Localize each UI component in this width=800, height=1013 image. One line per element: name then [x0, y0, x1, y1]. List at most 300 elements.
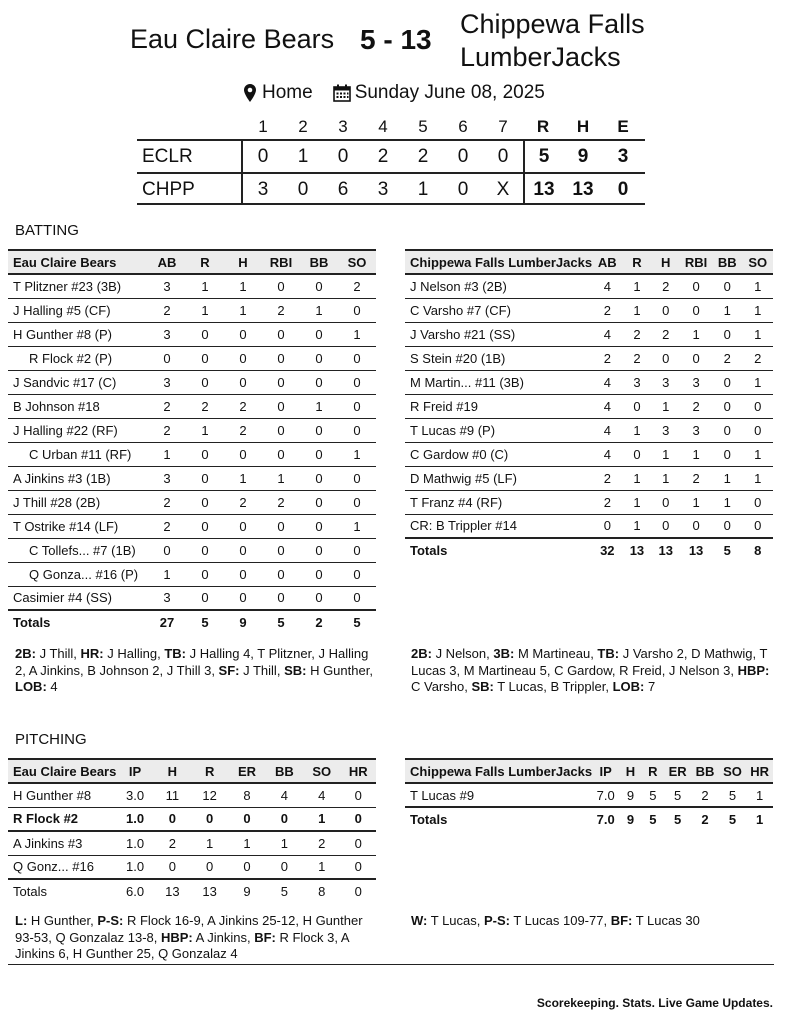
stat-cell: 2 — [754, 350, 762, 366]
totals-label: Totals — [410, 812, 448, 827]
stat-cell: 3 — [662, 374, 670, 390]
stat-cell: 1 — [239, 470, 247, 486]
totals-row — [8, 610, 376, 634]
map-pin-icon — [244, 84, 256, 102]
totals-cell: 5 — [280, 884, 288, 899]
stat-cell: 2 — [662, 326, 670, 342]
batting-table-home — [405, 249, 773, 562]
totals-cell: 9 — [243, 884, 251, 899]
runs-total: 5 — [523, 141, 563, 172]
note-value: 4 — [46, 679, 58, 694]
stat-cell: 2 — [662, 278, 670, 294]
totals-cell: 13 — [202, 884, 217, 899]
stat-cell: 2 — [723, 350, 731, 366]
stat-cell: 0 — [692, 278, 700, 294]
stat-cell: 0 — [692, 518, 700, 534]
stat-cell: 2 — [633, 326, 641, 342]
col-header: R — [200, 254, 210, 270]
player-name: T Franz #4 (RF) — [410, 494, 503, 510]
stat-cell: 0 — [201, 542, 209, 558]
stat-cell: 4 — [603, 374, 611, 390]
note-key: L: — [15, 913, 28, 928]
stat-cell: 0 — [754, 422, 762, 438]
stat-cell: 0 — [354, 835, 362, 851]
stat-cell: 8 — [243, 787, 251, 803]
stat-cell: 1 — [201, 302, 209, 318]
stat-cell: 0 — [353, 494, 361, 510]
batting-row — [8, 586, 376, 610]
stat-cell: 4 — [603, 422, 611, 438]
pitching-row — [8, 783, 376, 807]
stat-cell: 0 — [239, 566, 247, 582]
stat-cell: 1 — [239, 302, 247, 318]
inning-score: 0 — [457, 179, 469, 200]
batting-row — [8, 346, 376, 370]
stat-cell: 1.0 — [126, 835, 145, 851]
stat-cell: 1 — [201, 278, 209, 294]
date-label: Sunday June 08, 2025 — [354, 82, 545, 103]
stat-cell: 0 — [354, 787, 362, 803]
stat-cell: 0 — [315, 518, 323, 534]
player-name: A Jinkins #3 (1B) — [13, 470, 111, 486]
stat-cell: 1 — [754, 326, 762, 342]
stat-cell: 0 — [662, 302, 670, 318]
note-key: P-S: — [483, 913, 510, 928]
stat-cell: 3 — [163, 278, 171, 294]
batting-row — [405, 514, 773, 538]
totals-row — [405, 807, 773, 831]
hits-header: H — [576, 117, 590, 136]
linescore-team: ECLR — [137, 141, 243, 172]
totals-cell: 6.0 — [126, 884, 145, 899]
date — [333, 82, 545, 104]
stat-cell: 2 — [239, 398, 247, 414]
stat-cell: 0 — [354, 811, 362, 827]
stat-cell: 2 — [163, 494, 171, 510]
stat-cell: 1 — [723, 302, 731, 318]
inning-header: 2 — [298, 117, 308, 136]
note-key: SB: — [471, 679, 494, 694]
stat-cell: 0 — [168, 859, 176, 875]
note-value: J Thill, — [35, 646, 81, 661]
note-key: LOB: — [15, 679, 47, 694]
stat-cell: 1 — [239, 278, 247, 294]
inning-score: 1 — [417, 179, 429, 200]
totals-cell: 13 — [688, 543, 704, 558]
note-value: J Varsho 2, D Mathwig, T Lucas 3, M Martineau 5, C Gardow, R Freid, J Nelson 3, — [411, 646, 768, 678]
col-header: IP — [128, 763, 142, 779]
stat-cell: 0 — [315, 278, 323, 294]
col-header: R — [204, 763, 215, 779]
batting-row — [405, 274, 773, 298]
stat-cell: 0 — [633, 446, 641, 462]
linescore — [137, 114, 645, 205]
totals-cell: 2 — [701, 812, 709, 827]
inning-header: 7 — [498, 117, 508, 136]
stat-cell: 0 — [353, 590, 361, 606]
note-value: R Flock 16-9, A Jinkins 25-12, H Gunther 93-53, Q Gonzalaz 13-8, — [15, 913, 363, 945]
stat-cell: 1 — [633, 470, 641, 486]
player-name: H Gunther #8 (P) — [13, 326, 112, 342]
batting-row — [8, 562, 376, 586]
stat-cell: 11 — [165, 787, 180, 803]
stat-cell: 0 — [692, 302, 700, 318]
pitching-notes-home — [411, 913, 773, 930]
stat-cell: 2 — [603, 470, 611, 486]
stat-cell: 5 — [674, 787, 682, 803]
stat-cell: 4 — [603, 326, 611, 342]
col-header: BB — [717, 254, 737, 270]
stat-cell: 1 — [201, 422, 209, 438]
stat-cell: 0 — [239, 446, 247, 462]
inning-header: 6 — [458, 117, 468, 136]
stat-cell: 1 — [692, 446, 700, 462]
stat-cell: 1 — [315, 398, 323, 414]
batting-row — [405, 490, 773, 514]
note-key: 2B: — [15, 646, 36, 661]
home-team-name-line2: LumberJacks — [460, 42, 621, 72]
hits-total: 13 — [572, 179, 594, 200]
note-key: BF: — [610, 913, 633, 928]
stat-cell: 0 — [277, 590, 285, 606]
batting-row — [405, 466, 773, 490]
batting-row — [8, 466, 376, 490]
stat-cell: 0 — [239, 590, 247, 606]
inning-score: 0 — [257, 146, 269, 167]
pitching-section-title: PITCHING — [15, 731, 87, 748]
col-header: SO — [723, 763, 742, 779]
stat-cell: 1 — [754, 374, 762, 390]
stat-cell: 2 — [633, 350, 641, 366]
inning-score: 2 — [377, 146, 389, 167]
inning-score: 3 — [257, 179, 269, 200]
stat-cell: 1 — [754, 278, 762, 294]
stat-cell: 3 — [163, 470, 171, 486]
home-team-name-line1: Chippewa Falls — [460, 9, 645, 39]
totals-cell: 13 — [165, 884, 180, 899]
stat-cell: 3.0 — [126, 787, 145, 803]
stat-cell: 0 — [277, 398, 285, 414]
stat-cell: 1 — [633, 422, 641, 438]
player-name: Q Gonza... #16 (P) — [29, 566, 139, 582]
totals-cell: 5 — [723, 543, 731, 558]
stat-cell: 0 — [754, 398, 762, 414]
totals-cell: 9 — [239, 615, 247, 630]
note-key: HR: — [80, 646, 104, 661]
stat-cell: 0 — [315, 350, 323, 366]
player-name: J Nelson #3 (2B) — [410, 278, 507, 294]
totals-cell: 5 — [728, 812, 737, 827]
player-name: J Sandvic #17 (C) — [13, 374, 117, 390]
pitching-row — [8, 831, 376, 855]
inning-score: 0 — [297, 179, 309, 200]
stat-cell: 1 — [754, 470, 762, 486]
errors-header: E — [617, 117, 629, 136]
stat-cell: 0 — [315, 566, 323, 582]
stat-cell: 0 — [633, 398, 641, 414]
player-name: CR: B Trippler #14 — [410, 518, 517, 534]
stat-cell: 0 — [277, 566, 285, 582]
away-team-name: Eau Claire Bears — [130, 24, 335, 54]
stat-cell: 0 — [353, 374, 361, 390]
stat-cell: 5 — [728, 787, 737, 803]
stat-cell: 3 — [692, 422, 700, 438]
col-header: SO — [347, 254, 367, 270]
note-value: J Nelson, — [431, 646, 494, 661]
stat-cell: 3 — [633, 374, 641, 390]
stat-cell: 2 — [603, 494, 611, 510]
stat-cell: 1 — [315, 302, 323, 318]
stat-cell: 0 — [201, 326, 209, 342]
team-header: Chippewa Falls LumberJacks — [410, 763, 593, 779]
stat-cell: 2 — [353, 278, 361, 294]
stat-cell: 1 — [662, 398, 670, 414]
stat-cell: 0 — [723, 374, 731, 390]
inning-score: X — [496, 179, 510, 200]
stat-cell: 1 — [163, 446, 171, 462]
note-key: P-S: — [97, 913, 124, 928]
col-header: IP — [599, 763, 612, 779]
stat-cell: 0 — [277, 350, 285, 366]
player-name: T Ostrike #14 (LF) — [13, 518, 119, 534]
stat-cell: 1 — [280, 835, 288, 851]
home-team-name — [460, 8, 645, 74]
stat-cell: 1 — [353, 518, 361, 534]
stat-cell: 0 — [723, 422, 731, 438]
stat-cell: 0 — [243, 859, 251, 875]
pitching-table-home — [405, 758, 773, 831]
col-header: RBI — [684, 254, 708, 270]
stat-cell: 0 — [201, 374, 209, 390]
note-key: HBP: — [737, 662, 770, 678]
stat-cell: 0 — [280, 811, 288, 827]
totals-row — [405, 538, 773, 562]
inning-header: 5 — [418, 117, 428, 136]
note-key: LOB: — [612, 679, 645, 694]
batting-row — [8, 274, 376, 298]
stat-cell: 4 — [603, 446, 611, 462]
stat-cell: 2 — [692, 470, 700, 486]
stat-cell: 0 — [201, 446, 209, 462]
player-name: T Lucas #9 — [410, 787, 475, 803]
stat-cell: 0 — [277, 374, 285, 390]
stat-cell: 2 — [603, 302, 611, 318]
stat-cell: 0 — [662, 518, 670, 534]
stat-cell: 0 — [315, 422, 323, 438]
player-name: A Jinkins #3 — [13, 835, 83, 851]
stat-cell: 2 — [603, 350, 611, 366]
player-name: Casimier #4 (SS) — [13, 590, 112, 606]
pitching-notes-away — [15, 913, 375, 963]
stat-cell: 3 — [163, 374, 171, 390]
final-score: 5 - 13 — [360, 24, 432, 55]
stat-cell: 1 — [353, 326, 361, 342]
batting-row — [405, 322, 773, 346]
stat-cell: 1 — [633, 494, 641, 510]
note-value: J Thill, — [239, 662, 285, 678]
stat-cell: 12 — [202, 787, 217, 803]
inning-score: 3 — [377, 179, 389, 200]
note-value: A Jinkins, — [192, 929, 255, 945]
stat-cell: 2 — [201, 398, 209, 414]
stat-cell: 0 — [239, 350, 247, 366]
inning-header: 1 — [258, 117, 268, 136]
stat-cell: 3 — [692, 374, 700, 390]
batting-row — [405, 298, 773, 322]
note-value: H Gunther, — [27, 913, 98, 928]
stat-cell: 0 — [315, 542, 323, 558]
player-name: C Gardow #0 (C) — [410, 446, 509, 462]
batting-row — [8, 322, 376, 346]
batting-row — [8, 418, 376, 442]
stat-cell: 0 — [201, 470, 209, 486]
runs-total: 13 — [523, 174, 563, 203]
stat-cell: 0 — [603, 518, 611, 534]
player-name: J Halling #5 (CF) — [13, 302, 111, 318]
stat-cell: 1 — [353, 446, 361, 462]
totals-cell: 7.0 — [596, 812, 615, 827]
stat-cell: 9 — [626, 787, 635, 803]
stat-cell: 0 — [206, 811, 214, 827]
stat-cell: 1 — [633, 518, 641, 534]
stat-cell: 0 — [201, 494, 209, 510]
stat-cell: 0 — [353, 422, 361, 438]
col-header: H — [167, 763, 178, 779]
team-header: Eau Claire Bears — [13, 254, 117, 270]
note-value: H Gunther, — [306, 662, 373, 678]
totals-label: Totals — [13, 615, 51, 630]
stat-cell: 0 — [163, 542, 171, 558]
stat-cell: 1 — [754, 302, 762, 318]
stat-cell: 2 — [701, 787, 709, 803]
stat-cell: 2 — [239, 494, 247, 510]
pitching-header-row — [8, 759, 376, 783]
stat-cell: 0 — [277, 326, 285, 342]
note-key: TB: — [164, 646, 186, 661]
stat-cell: 0 — [277, 542, 285, 558]
note-key: W: — [411, 913, 428, 928]
stat-cell: 0 — [723, 278, 731, 294]
inning-header: 4 — [378, 117, 388, 136]
note-key: BF: — [254, 929, 276, 945]
note-key: 3B: — [493, 646, 515, 661]
inning-score: 1 — [297, 146, 309, 167]
player-name: R Freid #19 — [410, 398, 478, 414]
totals-cell: 9 — [626, 812, 635, 827]
col-header: SO — [748, 254, 768, 270]
player-name: C Urban #11 (RF) — [29, 446, 132, 462]
stat-cell: 0 — [353, 566, 361, 582]
col-header: BB — [275, 763, 294, 779]
game-meta — [244, 82, 545, 104]
player-name: T Plitzner #23 (3B) — [13, 278, 122, 294]
team-header: Eau Claire Bears — [13, 763, 117, 779]
batting-row — [405, 418, 773, 442]
stat-cell: 0 — [168, 811, 176, 827]
totals-label: Totals — [13, 884, 47, 899]
stat-cell: 0 — [243, 811, 251, 827]
stat-cell: 1 — [163, 566, 171, 582]
linescore-row-away — [137, 139, 645, 172]
note-key: HBP: — [160, 929, 193, 945]
batting-header-row — [8, 250, 376, 274]
batting-row — [8, 394, 376, 418]
stat-cell: 2 — [692, 398, 700, 414]
col-header: SO — [312, 763, 332, 779]
totals-cell: 8 — [754, 543, 762, 558]
player-name: J Halling #22 (RF) — [13, 422, 118, 438]
totals-cell: 5 — [201, 615, 209, 630]
stat-cell: 2 — [163, 518, 171, 534]
col-header: AB — [157, 254, 177, 270]
totals-cell: 32 — [600, 543, 615, 558]
stat-cell: 0 — [277, 422, 285, 438]
stat-cell: 0 — [239, 326, 247, 342]
stat-cell: 2 — [163, 422, 171, 438]
stat-cell: 0 — [280, 859, 288, 875]
batting-row — [405, 442, 773, 466]
team-header: Chippewa Falls LumberJacks — [410, 254, 593, 270]
stat-cell: 0 — [315, 470, 323, 486]
stat-cell: 3 — [662, 422, 670, 438]
stat-cell: 0 — [163, 350, 171, 366]
totals-cell: 5 — [649, 812, 657, 827]
note-value: T Lucas 30 — [632, 913, 700, 928]
batting-row — [8, 490, 376, 514]
stat-cell: 3 — [163, 590, 171, 606]
inning-score: 2 — [417, 146, 429, 167]
note-key: TB: — [597, 646, 620, 661]
col-header: AB — [597, 254, 617, 270]
totals-cell: 27 — [159, 615, 175, 630]
stat-cell: 0 — [353, 470, 361, 486]
note-value: T Lucas 109-77, — [509, 913, 611, 928]
stat-cell: 0 — [353, 302, 361, 318]
stat-cell: 0 — [315, 374, 323, 390]
note-key: 2B: — [411, 646, 432, 661]
footer-divider — [8, 964, 774, 965]
stat-cell: 4 — [280, 787, 288, 803]
linescore-team: CHPP — [137, 174, 243, 203]
batting-table-away — [8, 249, 376, 634]
stat-cell: 3 — [163, 326, 171, 342]
batting-header-row — [405, 250, 773, 274]
player-name: J Varsho #21 (SS) — [410, 326, 516, 342]
stat-cell: 0 — [277, 446, 285, 462]
player-name: H Gunther #8 — [13, 787, 92, 803]
note-value: T Lucas, B Trippler, — [493, 679, 613, 694]
stat-cell: 1 — [723, 470, 731, 486]
stat-cell: 1 — [633, 302, 641, 318]
col-header: BB — [309, 254, 329, 270]
hits-total: 9 — [577, 146, 589, 167]
note-value: 7 — [644, 679, 656, 694]
note-value: J Halling, — [103, 646, 165, 661]
note-value: C Varsho, — [411, 679, 472, 694]
stat-cell: 0 — [723, 326, 731, 342]
player-name: C Varsho #7 (CF) — [410, 302, 511, 318]
stat-cell: 7.0 — [596, 787, 615, 803]
footer-tagline: Scorekeeping. Stats. Live Game Updates. — [536, 996, 773, 1010]
note-value: J Halling 4, T Plitzner, J Halling 2, A Jinkins, B Johnson 2, J Thill 3, — [15, 646, 369, 678]
stat-cell: 5 — [649, 787, 657, 803]
totals-cell: 0 — [354, 884, 362, 899]
batting-row — [405, 394, 773, 418]
stat-cell: 0 — [201, 518, 209, 534]
batting-row — [405, 370, 773, 394]
totals-cell: 5 — [277, 615, 285, 630]
stat-cell: 0 — [239, 374, 247, 390]
